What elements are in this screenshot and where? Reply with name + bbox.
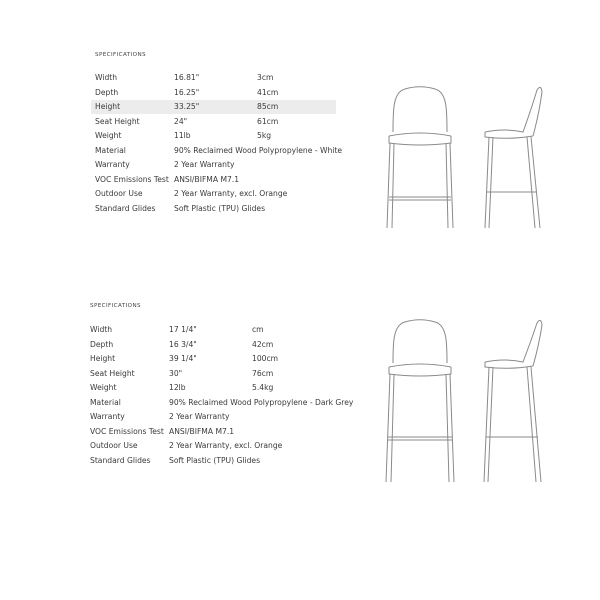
spec-imperial: 12lb xyxy=(169,383,186,392)
spec-label: Standard Glides xyxy=(90,455,151,465)
spec-metric: 5kg xyxy=(257,131,272,140)
spec-label: VOC Emissions Test xyxy=(90,426,164,436)
spec-row-width xyxy=(86,323,331,337)
spec-imperial: 11lb xyxy=(174,131,191,140)
spec-value: Soft Plastic (TPU) Glides xyxy=(174,203,266,213)
spec-block-bar xyxy=(0,250,600,470)
spec-label: Standard Glides xyxy=(95,203,156,213)
spec-row-depth xyxy=(86,338,331,352)
spec-title: SPECIFICATIONS xyxy=(90,303,141,309)
spec-metric: 61cm xyxy=(257,116,279,126)
spec-label: Weight xyxy=(95,131,122,140)
spec-label: Outdoor Use xyxy=(95,189,143,198)
stool-side-view-drawing xyxy=(475,80,555,232)
spec-row-height xyxy=(91,100,336,114)
spec-row-weight xyxy=(91,129,336,143)
spec-value: 2 Year Warranty xyxy=(169,412,230,421)
spec-label: Width xyxy=(95,73,118,82)
spec-row-outdoor xyxy=(91,187,336,201)
spec-value: 2 Year Warranty, excl. Orange xyxy=(169,441,283,450)
spec-label: Height xyxy=(90,354,116,363)
spec-metric: cm xyxy=(252,325,264,334)
spec-row-voc xyxy=(91,173,336,187)
spec-value: ANSI/BIFMA M7.1 xyxy=(174,174,240,184)
spec-metric: 42cm xyxy=(252,339,274,349)
spec-imperial: 24" xyxy=(174,116,188,126)
spec-block-counter xyxy=(0,0,600,220)
spec-value: ANSI/BIFMA M7.1 xyxy=(169,426,235,436)
spec-label: Weight xyxy=(90,383,117,392)
spec-row-seat-height xyxy=(91,115,336,129)
spec-label: Width xyxy=(90,325,113,334)
spec-imperial: 30" xyxy=(169,368,183,378)
spec-row-warranty xyxy=(91,158,336,172)
spec-metric: 41cm xyxy=(257,87,279,97)
spec-metric: 3cm xyxy=(257,73,274,82)
spec-imperial: 16.25" xyxy=(174,87,200,97)
bar-stool-front-view-drawing xyxy=(375,315,465,487)
spec-row-glides xyxy=(91,202,336,216)
spec-row-material xyxy=(91,144,343,158)
spec-imperial: 16 3/4" xyxy=(169,339,197,349)
spec-imperial: 33.25" xyxy=(174,102,200,111)
spec-imperial: 39 1/4" xyxy=(169,354,197,363)
stool-front-view-drawing xyxy=(375,80,465,232)
spec-label: Material xyxy=(95,145,126,155)
spec-label: Height xyxy=(95,102,121,111)
spec-imperial: 16.81" xyxy=(174,73,200,82)
spec-row-depth xyxy=(91,86,336,100)
spec-row-glides xyxy=(86,454,331,468)
spec-metric: 76cm xyxy=(252,368,274,378)
spec-label: Warranty xyxy=(95,160,130,169)
spec-value: 90% Reclaimed Wood Polypropylene - White xyxy=(174,145,343,155)
spec-imperial: 17 1/4" xyxy=(169,325,197,334)
spec-value: 2 Year Warranty, excl. Orange xyxy=(174,189,288,198)
spec-label: Material xyxy=(90,397,121,407)
spec-row-width xyxy=(91,71,336,85)
spec-row-seat-height xyxy=(86,367,331,381)
spec-metric: 5.4kg xyxy=(252,383,274,392)
spec-row-weight xyxy=(86,381,331,395)
spec-label: VOC Emissions Test xyxy=(95,174,169,184)
spec-label: Warranty xyxy=(90,412,125,421)
spec-label: Seat Height xyxy=(95,116,140,126)
spec-metric: 85cm xyxy=(257,102,279,111)
spec-label: Depth xyxy=(90,339,114,349)
spec-value: 90% Reclaimed Wood Polypropylene - Dark Grey xyxy=(169,397,354,407)
spec-row-warranty xyxy=(86,410,331,424)
spec-value: 2 Year Warranty xyxy=(174,160,235,169)
spec-label: Depth xyxy=(95,87,119,97)
spec-title: SPECIFICATIONS xyxy=(95,52,146,58)
spec-row-material xyxy=(86,396,354,410)
spec-label: Seat Height xyxy=(90,368,135,378)
bar-stool-side-view-drawing xyxy=(475,315,555,487)
spec-row-height xyxy=(86,352,331,366)
spec-metric: 100cm xyxy=(252,354,279,363)
spec-label: Outdoor Use xyxy=(90,441,138,450)
spec-value: Soft Plastic (TPU) Glides xyxy=(169,455,261,465)
spec-row-outdoor xyxy=(86,439,331,453)
spec-row-voc xyxy=(86,425,331,439)
